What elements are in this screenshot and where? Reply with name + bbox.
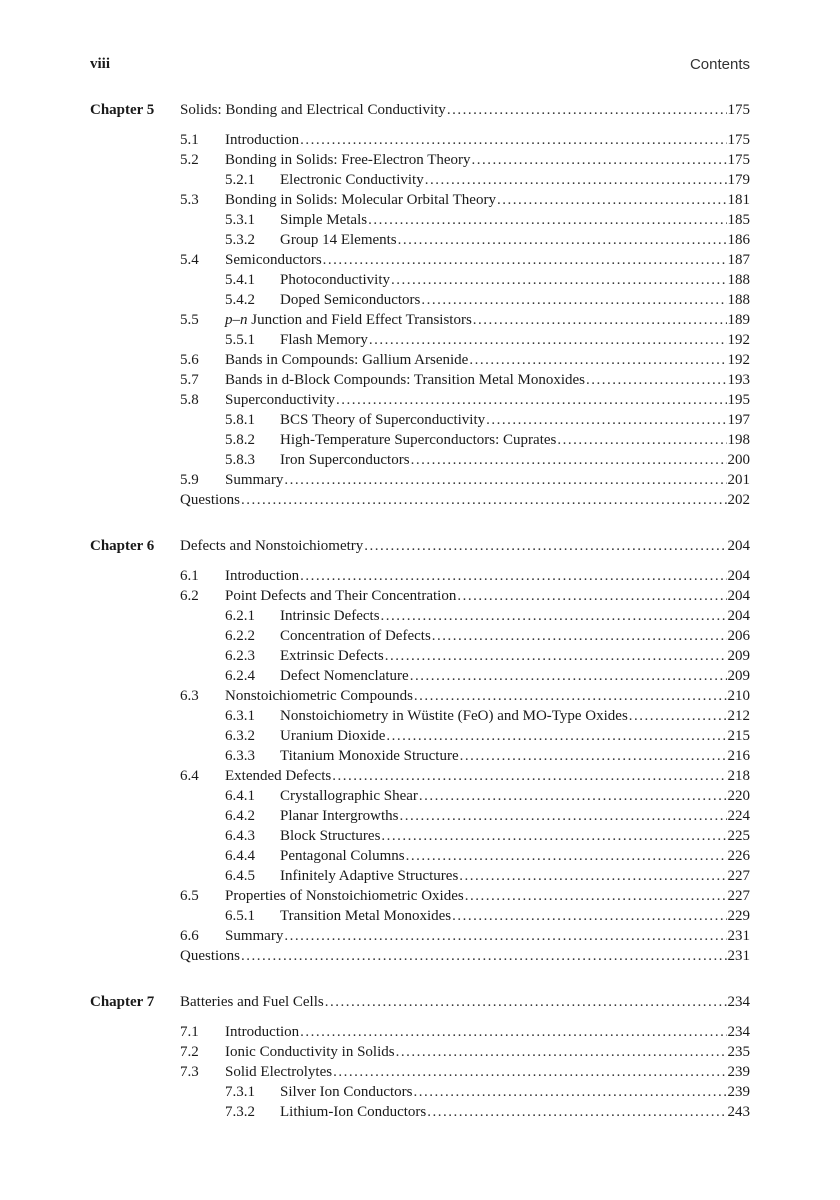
entry-page: 175 bbox=[727, 132, 750, 148]
entry-number: 6.5.1 bbox=[225, 908, 255, 924]
entry-leader bbox=[280, 906, 750, 926]
entry-page: 231 bbox=[727, 928, 750, 944]
dot-leader bbox=[452, 906, 726, 926]
entry-leader bbox=[225, 150, 750, 170]
entry-page: 204 bbox=[727, 608, 750, 624]
entry-title: High-Temperature Superconductors: Cuprates bbox=[280, 432, 557, 448]
entry-leader bbox=[225, 766, 750, 786]
entry-leader bbox=[280, 746, 750, 766]
entry-number: 6.4.4 bbox=[225, 848, 255, 864]
entry-leader bbox=[180, 490, 750, 510]
entry-title: Bonding in Solids: Molecular Orbital Theory bbox=[225, 192, 496, 208]
chapter-page: 204 bbox=[727, 538, 750, 554]
entry-number: 5.2 bbox=[180, 152, 199, 168]
dot-leader bbox=[381, 606, 727, 626]
section-entry[interactable] bbox=[90, 766, 750, 786]
entry-leader bbox=[280, 786, 750, 806]
subsection-entry[interactable] bbox=[90, 170, 750, 190]
subsection-entry[interactable] bbox=[90, 666, 750, 686]
section-entry[interactable] bbox=[90, 310, 750, 330]
entry-page: 231 bbox=[727, 948, 750, 964]
chapter-label: Chapter 7 bbox=[90, 994, 155, 1010]
section-entry[interactable] bbox=[90, 1062, 750, 1082]
entry-number: 6.5 bbox=[180, 888, 199, 904]
subsection-entry[interactable] bbox=[90, 410, 750, 430]
dot-leader bbox=[465, 886, 727, 906]
entry-number: 5.5.1 bbox=[225, 332, 255, 348]
entry-title: Questions bbox=[180, 492, 240, 508]
dot-leader bbox=[460, 746, 727, 766]
entry-leader bbox=[225, 1042, 750, 1062]
entry-title: Summary bbox=[225, 472, 284, 488]
entry-number: 6.4.1 bbox=[225, 788, 255, 804]
chapter-section bbox=[90, 536, 750, 966]
entry-page: 188 bbox=[727, 292, 750, 308]
entry-leader bbox=[225, 190, 750, 210]
entry-title: Bonding in Solids: Free-Electron Theory bbox=[225, 152, 471, 168]
entry-title: Bands in Compounds: Gallium Arsenide bbox=[225, 352, 469, 368]
entry-title: Crystallographic Shear bbox=[280, 788, 418, 804]
entry-number: 5.7 bbox=[180, 372, 199, 388]
section-entry[interactable] bbox=[90, 470, 750, 490]
dot-leader bbox=[325, 992, 727, 1012]
dot-leader bbox=[457, 586, 726, 606]
subsection-entry[interactable] bbox=[90, 210, 750, 230]
entry-title: Point Defects and Their Concentration bbox=[225, 588, 457, 604]
entry-number: 6.2.3 bbox=[225, 648, 255, 664]
entry-leader bbox=[280, 826, 750, 846]
entry-leader bbox=[225, 350, 750, 370]
entry-page: 229 bbox=[727, 908, 750, 924]
entry-leader bbox=[280, 646, 750, 666]
entry-title: Flash Memory bbox=[280, 332, 368, 348]
entry-title: Lithium-Ion Conductors bbox=[280, 1104, 427, 1120]
subsection-entry[interactable] bbox=[90, 906, 750, 926]
entry-title: Extended Defects bbox=[225, 768, 332, 784]
section-entry[interactable] bbox=[90, 1042, 750, 1062]
entry-title: Introduction bbox=[225, 132, 300, 148]
dot-leader bbox=[419, 786, 727, 806]
entry-number: 6.3.1 bbox=[225, 708, 255, 724]
subsection-entry[interactable] bbox=[90, 646, 750, 666]
entry-leader bbox=[280, 290, 750, 310]
entry-page: 243 bbox=[727, 1104, 750, 1120]
entry-page: 193 bbox=[727, 372, 750, 388]
dot-leader bbox=[284, 470, 726, 490]
entry-title: Defect Nomenclature bbox=[280, 668, 409, 684]
entry-title: Concentration of Defects bbox=[280, 628, 431, 644]
entry-leader bbox=[280, 706, 750, 726]
entry-number: 6.4.3 bbox=[225, 828, 255, 844]
entry-number: 6.4.5 bbox=[225, 868, 255, 884]
entry-page: 192 bbox=[727, 352, 750, 368]
entry-page: 220 bbox=[727, 788, 750, 804]
dot-leader bbox=[497, 190, 727, 210]
dot-leader bbox=[241, 946, 727, 966]
entry-leader bbox=[280, 806, 750, 826]
page-number: viii bbox=[90, 56, 111, 72]
subsection-entry[interactable] bbox=[90, 806, 750, 826]
entry-title: Block Structures bbox=[280, 828, 381, 844]
entry-page: 179 bbox=[727, 172, 750, 188]
dot-leader bbox=[586, 370, 726, 390]
entry-number: 5.9 bbox=[180, 472, 199, 488]
entry-number: 5.1 bbox=[180, 132, 199, 148]
chapter-title: Defects and Nonstoichiometry bbox=[180, 538, 364, 554]
dot-leader bbox=[410, 666, 727, 686]
entry-title: BCS Theory of Superconductivity bbox=[280, 412, 486, 428]
entry-leader bbox=[280, 430, 750, 450]
subsection-entry[interactable] bbox=[90, 626, 750, 646]
dot-leader bbox=[425, 170, 727, 190]
entry-title: Infinitely Adaptive Structures bbox=[280, 868, 459, 884]
entry-number: 5.5 bbox=[180, 312, 199, 328]
dot-leader bbox=[427, 1102, 726, 1122]
subsection-entry[interactable] bbox=[90, 786, 750, 806]
subsection-entry[interactable] bbox=[90, 846, 750, 866]
entry-number: 7.1 bbox=[180, 1024, 199, 1040]
dot-leader bbox=[396, 1042, 727, 1062]
chapter-leader bbox=[180, 992, 750, 1012]
dot-leader bbox=[241, 490, 727, 510]
chapter-heading[interactable] bbox=[90, 536, 750, 556]
entry-leader bbox=[225, 586, 750, 606]
entry-number: 6.3 bbox=[180, 688, 199, 704]
section-entry[interactable] bbox=[90, 190, 750, 210]
entry-page: 206 bbox=[727, 628, 750, 644]
entry-leader bbox=[280, 210, 750, 230]
subsection-entry[interactable] bbox=[90, 290, 750, 310]
entry-page: 210 bbox=[727, 688, 750, 704]
entry-number: 5.8 bbox=[180, 392, 199, 408]
subsection-entry[interactable] bbox=[90, 1102, 750, 1122]
entry-page: 189 bbox=[727, 312, 750, 328]
dot-leader bbox=[473, 310, 727, 330]
entry-title: Summary bbox=[225, 928, 284, 944]
subsection-entry[interactable] bbox=[90, 1082, 750, 1102]
entry-number: 5.2.1 bbox=[225, 172, 255, 188]
entry-title: Iron Superconductors bbox=[280, 452, 410, 468]
section-entry[interactable] bbox=[90, 390, 750, 410]
dot-leader bbox=[364, 536, 726, 556]
entry-leader bbox=[225, 310, 750, 330]
entry-number: 5.8.3 bbox=[225, 452, 255, 468]
entry-page: 192 bbox=[727, 332, 750, 348]
entry-leader bbox=[225, 470, 750, 490]
entry-number: 5.8.2 bbox=[225, 432, 255, 448]
entry-title: Introduction bbox=[225, 568, 300, 584]
entry-title: Semiconductors bbox=[225, 252, 322, 268]
questions-entry[interactable] bbox=[90, 946, 750, 966]
subsection-entry[interactable] bbox=[90, 826, 750, 846]
dot-leader bbox=[421, 290, 726, 310]
entry-page: 198 bbox=[727, 432, 750, 448]
entry-title: Solid Electrolytes bbox=[225, 1064, 333, 1080]
entry-page: 212 bbox=[727, 708, 750, 724]
entry-number: 7.3 bbox=[180, 1064, 199, 1080]
entry-leader bbox=[180, 946, 750, 966]
entry-leader bbox=[280, 410, 750, 430]
entry-number: 5.6 bbox=[180, 352, 199, 368]
entry-title: Nonstoichiometric Compounds bbox=[225, 688, 413, 704]
entry-title: Extrinsic Defects bbox=[280, 648, 384, 664]
section-entry[interactable] bbox=[90, 250, 750, 270]
entry-leader bbox=[280, 170, 750, 190]
subsection-entry[interactable] bbox=[90, 450, 750, 470]
dot-leader bbox=[557, 430, 726, 450]
entry-page: 239 bbox=[727, 1064, 750, 1080]
entry-title: Titanium Monoxide Structure bbox=[280, 748, 459, 764]
entry-title: Photoconductivity bbox=[280, 272, 390, 288]
chapter-title: Batteries and Fuel Cells bbox=[180, 994, 324, 1010]
section-entry[interactable] bbox=[90, 686, 750, 706]
entry-number: 5.4 bbox=[180, 252, 199, 268]
entry-page: 195 bbox=[727, 392, 750, 408]
entry-title: Questions bbox=[180, 948, 240, 964]
entry-page: 227 bbox=[727, 888, 750, 904]
questions-entry[interactable] bbox=[90, 490, 750, 510]
subsection-entry[interactable] bbox=[90, 726, 750, 746]
entry-leader bbox=[225, 250, 750, 270]
dot-leader bbox=[336, 390, 727, 410]
chapter-section bbox=[90, 992, 750, 1122]
subsection-entry[interactable] bbox=[90, 866, 750, 886]
dot-leader bbox=[411, 450, 727, 470]
dot-leader bbox=[385, 646, 727, 666]
entry-page: 224 bbox=[727, 808, 750, 824]
section-entry[interactable] bbox=[90, 586, 750, 606]
entry-leader bbox=[280, 330, 750, 350]
entry-page: 200 bbox=[727, 452, 750, 468]
entry-page: 204 bbox=[727, 568, 750, 584]
dot-leader bbox=[459, 866, 726, 886]
entry-title: Introduction bbox=[225, 1024, 300, 1040]
entry-number: 5.4.2 bbox=[225, 292, 255, 308]
entry-leader bbox=[225, 390, 750, 410]
dot-leader bbox=[629, 706, 727, 726]
entry-title: Properties of Nonstoichiometric Oxides bbox=[225, 888, 464, 904]
running-title: Contents bbox=[689, 56, 750, 73]
chapter-label: Chapter 6 bbox=[90, 538, 155, 554]
dot-leader bbox=[333, 1062, 726, 1082]
entry-title: Transition Metal Monoxides bbox=[280, 908, 452, 924]
section-entry[interactable] bbox=[90, 150, 750, 170]
section-entry[interactable] bbox=[90, 1022, 750, 1042]
entry-number: 6.3.3 bbox=[225, 748, 255, 764]
entry-number: 7.3.2 bbox=[225, 1104, 255, 1120]
chapter-page: 234 bbox=[727, 994, 750, 1010]
chapter-heading[interactable] bbox=[90, 992, 750, 1012]
entry-leader bbox=[280, 1082, 750, 1102]
entry-page: 175 bbox=[727, 152, 750, 168]
entry-title: Ionic Conductivity in Solids bbox=[225, 1044, 395, 1060]
dot-leader bbox=[398, 230, 727, 250]
entry-page: 218 bbox=[727, 768, 750, 784]
entry-leader bbox=[280, 666, 750, 686]
entry-number: 5.3.2 bbox=[225, 232, 255, 248]
dot-leader bbox=[300, 566, 726, 586]
entry-title: Superconductivity bbox=[225, 392, 335, 408]
section-entry[interactable] bbox=[90, 926, 750, 946]
entry-leader bbox=[280, 1102, 750, 1122]
dot-leader bbox=[414, 686, 727, 706]
chapter-page: 175 bbox=[727, 102, 750, 118]
dot-leader bbox=[381, 826, 726, 846]
entry-number: 5.3.1 bbox=[225, 212, 255, 228]
dot-leader bbox=[469, 350, 726, 370]
dot-leader bbox=[386, 726, 726, 746]
entry-page: 202 bbox=[727, 492, 750, 508]
entry-leader bbox=[280, 270, 750, 290]
entry-number: 7.2 bbox=[180, 1044, 199, 1060]
entry-title: Doped Semiconductors bbox=[280, 292, 421, 308]
section-entry[interactable] bbox=[90, 130, 750, 150]
dot-leader bbox=[432, 626, 727, 646]
entry-page: 239 bbox=[727, 1084, 750, 1100]
entry-page: 201 bbox=[727, 472, 750, 488]
entry-number: 6.2.4 bbox=[225, 668, 255, 684]
entry-leader bbox=[280, 450, 750, 470]
chapter-title: Solids: Bonding and Electrical Conductivity bbox=[180, 102, 446, 118]
dot-leader bbox=[447, 100, 727, 120]
dot-leader bbox=[284, 926, 726, 946]
subsection-entry[interactable] bbox=[90, 230, 750, 250]
dot-leader bbox=[391, 270, 727, 290]
entry-number: 6.4 bbox=[180, 768, 199, 784]
entry-leader bbox=[280, 726, 750, 746]
dot-leader bbox=[368, 210, 726, 230]
entry-title: Intrinsic Defects bbox=[280, 608, 380, 624]
dot-leader bbox=[332, 766, 726, 786]
dot-leader bbox=[486, 410, 726, 430]
entry-page: 186 bbox=[727, 232, 750, 248]
entry-number: 6.2.2 bbox=[225, 628, 255, 644]
entry-title: Planar Intergrowths bbox=[280, 808, 399, 824]
section-entry[interactable] bbox=[90, 886, 750, 906]
entry-page: 187 bbox=[727, 252, 750, 268]
chapter-leader bbox=[180, 536, 750, 556]
entry-number: 6.4.2 bbox=[225, 808, 255, 824]
entry-leader bbox=[225, 130, 750, 150]
entry-leader bbox=[225, 566, 750, 586]
entry-title: Pentagonal Columns bbox=[280, 848, 405, 864]
chapter-leader bbox=[180, 100, 750, 120]
subsection-entry[interactable] bbox=[90, 746, 750, 766]
dot-leader bbox=[300, 1022, 726, 1042]
entry-title: p–n Junction and Field Effect Transistors bbox=[225, 312, 472, 328]
section-entry[interactable] bbox=[90, 370, 750, 390]
entry-number: 7.3.1 bbox=[225, 1084, 255, 1100]
subsection-entry[interactable] bbox=[90, 606, 750, 626]
entry-page: 227 bbox=[727, 868, 750, 884]
entry-page: 181 bbox=[727, 192, 750, 208]
chapter-section bbox=[90, 100, 750, 510]
dot-leader bbox=[300, 130, 726, 150]
entry-leader bbox=[280, 626, 750, 646]
entry-page: 197 bbox=[727, 412, 750, 428]
subsection-entry[interactable] bbox=[90, 430, 750, 450]
entry-page: 234 bbox=[727, 1024, 750, 1040]
entry-number: 6.6 bbox=[180, 928, 199, 944]
entry-page: 209 bbox=[727, 648, 750, 664]
subsection-entry[interactable] bbox=[90, 330, 750, 350]
entry-title: Uranium Dioxide bbox=[280, 728, 386, 744]
entry-page: 226 bbox=[727, 848, 750, 864]
entry-title: Silver Ion Conductors bbox=[280, 1084, 413, 1100]
dot-leader bbox=[369, 330, 727, 350]
entry-leader bbox=[225, 1062, 750, 1082]
entry-number: 5.3 bbox=[180, 192, 199, 208]
entry-page: 204 bbox=[727, 588, 750, 604]
entry-page: 209 bbox=[727, 668, 750, 684]
entry-page: 225 bbox=[727, 828, 750, 844]
entry-leader bbox=[225, 1022, 750, 1042]
section-entry[interactable] bbox=[90, 566, 750, 586]
subsection-entry[interactable] bbox=[90, 706, 750, 726]
dot-leader bbox=[406, 846, 727, 866]
dot-leader bbox=[323, 250, 727, 270]
entry-leader bbox=[280, 606, 750, 626]
table-of-contents bbox=[90, 100, 750, 1122]
entry-leader bbox=[225, 886, 750, 906]
entry-leader bbox=[280, 846, 750, 866]
dot-leader bbox=[399, 806, 726, 826]
chapter-heading[interactable] bbox=[90, 100, 750, 120]
entry-number: 5.8.1 bbox=[225, 412, 255, 428]
entry-page: 185 bbox=[727, 212, 750, 228]
subsection-entry[interactable] bbox=[90, 270, 750, 290]
entry-page: 235 bbox=[727, 1044, 750, 1060]
entry-title: Group 14 Elements bbox=[280, 232, 397, 248]
entry-leader bbox=[225, 926, 750, 946]
entry-title: Bands in d-Block Compounds: Transition Metal Monoxides bbox=[225, 372, 586, 388]
entry-leader bbox=[280, 866, 750, 886]
section-entry[interactable] bbox=[90, 350, 750, 370]
entry-page: 215 bbox=[727, 728, 750, 744]
entry-leader bbox=[225, 370, 750, 390]
entry-leader bbox=[225, 686, 750, 706]
entry-title: Simple Metals bbox=[280, 212, 368, 228]
entry-number: 6.2.1 bbox=[225, 608, 255, 624]
entry-number: 6.1 bbox=[180, 568, 199, 584]
entry-number: 5.4.1 bbox=[225, 272, 255, 288]
chapter-label: Chapter 5 bbox=[90, 102, 155, 118]
entry-leader bbox=[280, 230, 750, 250]
entry-number: 6.3.2 bbox=[225, 728, 255, 744]
entry-title: Electronic Conductivity bbox=[280, 172, 424, 188]
entry-title: Nonstoichiometry in Wüstite (FeO) and MO-Type Oxides bbox=[280, 708, 628, 724]
entry-number: 6.2 bbox=[180, 588, 199, 604]
entry-page: 216 bbox=[727, 748, 750, 764]
dot-leader bbox=[414, 1082, 727, 1102]
entry-page: 188 bbox=[727, 272, 750, 288]
dot-leader bbox=[472, 150, 727, 170]
